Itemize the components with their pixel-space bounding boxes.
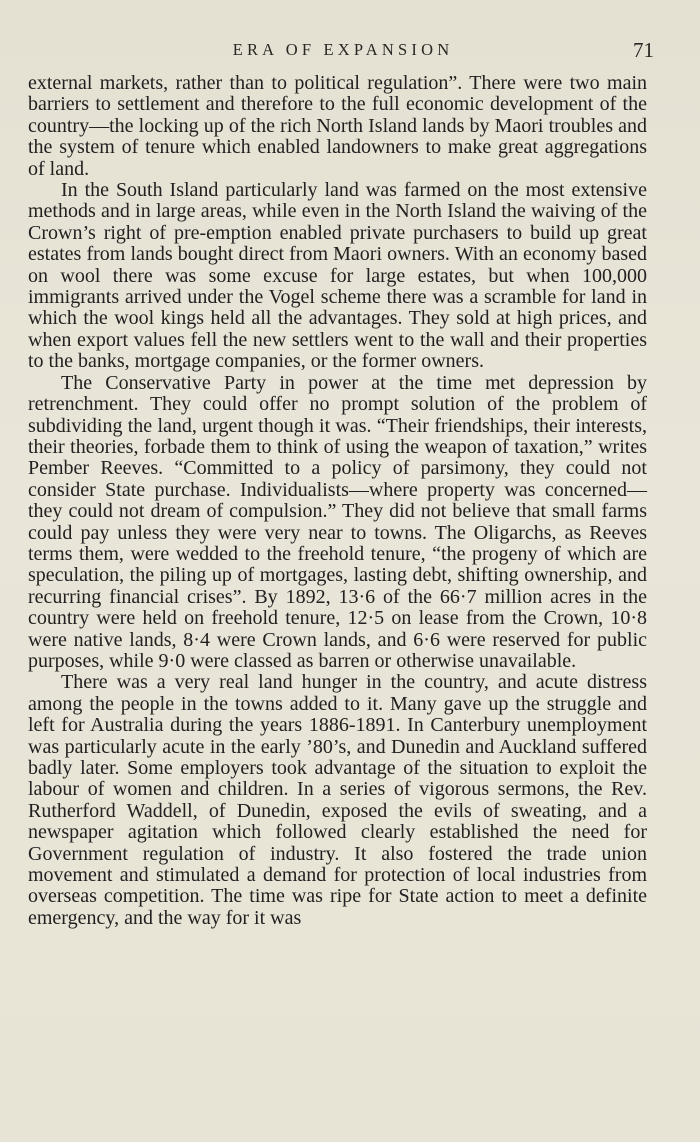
body-text	[28, 73, 647, 929]
page-header	[28, 38, 658, 66]
paragraph: In the South Island particularly land was farmed on the most extensive methods and in large areas, while even in the North Island the waiving of the Crown’s right of pre-emption enabled private purchasers to build up great estates from lands bought direct from Maori owners. With an economy based on wool there was some excuse for large estates, but when 100,000 immigrants arrived under the Vogel scheme there was a scramble for land in which the wool kings held all the advantages. They sold at high prices, and when export values fell the new settlers went to the wall and their properties to the banks, mortgage companies, or the former owners.	[28, 179, 647, 373]
paragraph: external markets, rather than to political regulation”. There were two main barriers to settlement and therefore to the full economic development of the country—the locking up of the rich North Island lands by Maori troubles and the system of tenure which enabled landowners to make great aggregations of land.	[28, 72, 647, 180]
paragraph: The Conservative Party in power at the time met depression by retrenchment. They could offer no prompt solution of the problem of subdividing the land, urgent though it was. “Their friendships, their interests, their theories, forbade them to think of using the weapon of taxation,” writes Pember Reeves. “Committed to a policy of parsimony, they could not consider State purchase. Individualists—where property was concerned—they could not dream of compulsion.” They did not believe that small farms could pay unless they were very near to towns. The Oligarchs, as Reeves terms them, were wedded to the freehold tenure, “the progeny of which are speculation, the piling up of mortgages, lasting debt, shifting ownership, and recurring financial crises”. By 1892, 13·6 of the 66·7 million acres in the country were held on freehold tenure, 12·5 on lease from the Crown, 10·8 were native lands, 8·4 were Crown lands, and 6·6 were reserved for public purposes, while 9·0 were classed as barren or otherwise unavailable.	[28, 371, 647, 672]
paragraph: There was a very real land hunger in the country, and acute distress among the people in the towns added to it. Many gave up the struggle and left for Australia during the years 1886-1891. In Canterbury unemployment was particularly acute in the early ’80’s, and Dunedin and Auckland suffered badly later. Some employers took advantage of the situation to exploit the labour of women and children. In a series of vigorous sermons, the Rev. Rutherford Waddell, of Dunedin, exposed the evils of sweating, and a newspaper agitation which followed clearly established the need for Government regulation of industry. It also fostered the trade union movement and stimulated a demand for protection of local industries from overseas competition. The time was ripe for State action to meet a definite emergency, and the way for it was	[28, 671, 647, 929]
page-number: 71	[633, 38, 654, 62]
running-head: ERA OF EXPANSION	[232, 40, 454, 59]
